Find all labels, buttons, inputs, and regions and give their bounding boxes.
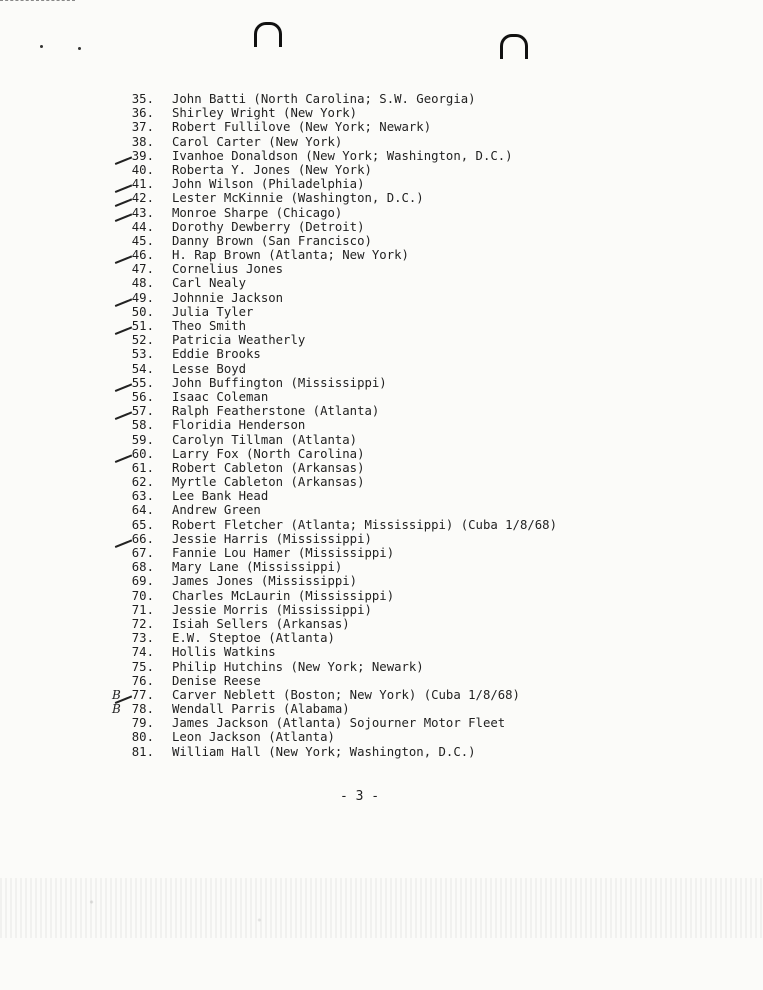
entry-name: William Hall (New York; Washington, D.C.)	[172, 744, 476, 759]
entry-number: 44.	[131, 219, 154, 234]
entry-name: E.W. Steptoe (Atlanta)	[172, 631, 335, 646]
entry-name: Lesse Boyd	[172, 361, 247, 376]
entry-number: 46.	[131, 248, 154, 263]
entry-name: Hollis Watkins	[172, 645, 276, 660]
entry-name: Eddie Brooks	[172, 347, 261, 362]
entry-number: 52.	[131, 333, 154, 348]
entry-number: 45.	[131, 233, 154, 248]
entry-name: Carol Carter (New York)	[172, 134, 343, 149]
entry-name: Ivanhoe Donaldson (New York; Washington, D.C.)	[172, 148, 513, 163]
scan-speck	[78, 47, 81, 50]
entry-number: 39.	[131, 148, 154, 163]
entry-name: Carolyn Tillman (Atlanta)	[172, 432, 358, 447]
entry-name: Charles McLaurin (Mississippi)	[172, 588, 395, 603]
entry-number: 56.	[131, 389, 154, 404]
entry-name: Philip Hutchins (New York; Newark)	[172, 659, 424, 674]
scan-noise-band	[0, 878, 763, 938]
entry-name: Shirley Wright (New York)	[172, 106, 358, 121]
entry-number: 74.	[131, 645, 154, 660]
entry-number: 81.	[131, 744, 154, 759]
margin-note: B	[112, 687, 121, 702]
entry-number: 68.	[131, 560, 154, 575]
entry-name: Leon Jackson (Atlanta)	[172, 730, 335, 745]
entry-number: 35.	[131, 92, 154, 106]
entry-name: Lester McKinnie (Washington, D.C.)	[172, 191, 424, 206]
entry-number: 79.	[131, 716, 154, 731]
entry-name: Julia Tyler	[172, 304, 254, 319]
entry-name: Jessie Harris (Mississippi)	[172, 531, 372, 546]
entry-number: 42.	[131, 191, 154, 206]
entry-name: Patricia Weatherly	[172, 333, 306, 348]
entry-name: Carl Nealy	[172, 276, 247, 291]
entry-number: 72.	[131, 616, 154, 631]
entry-name: Lee Bank Head	[172, 489, 269, 504]
entry-name: Ralph Featherstone (Atlanta)	[172, 404, 380, 419]
entry-number: 67.	[131, 546, 154, 560]
entry-number: 41.	[131, 177, 154, 192]
entry-number: 64.	[131, 503, 154, 518]
entry-number: 65.	[131, 517, 154, 532]
entry-number: 80.	[131, 730, 154, 745]
scan-speck	[40, 45, 43, 48]
entry-number: 69.	[131, 574, 154, 589]
entry-name: Carver Neblett (Boston; New York) (Cuba 1/8/68)	[172, 687, 520, 702]
entry-name: James Jackson (Atlanta) Sojourner Motor Fleet	[172, 716, 506, 731]
entry-number: 61.	[131, 460, 154, 475]
entry-name: Roberta Y. Jones (New York)	[172, 162, 372, 177]
entry-number: 47.	[131, 262, 154, 277]
entry-number: 55.	[131, 375, 154, 390]
entry-number: 58.	[131, 418, 154, 433]
binder-hole-mark-right	[500, 34, 528, 59]
page-number: - 3 -	[340, 789, 380, 804]
entry-name: Mary Lane (Mississippi)	[172, 560, 343, 575]
entry-name: Johnnie Jackson	[172, 290, 284, 305]
entry-name: James Jones (Mississippi)	[172, 574, 358, 589]
entry-number: 37.	[131, 120, 154, 135]
entry-name: Isiah Sellers (Arkansas)	[172, 616, 350, 631]
entry-number: 62.	[131, 475, 154, 490]
entry-number: 57.	[131, 404, 154, 419]
entry-number: 50.	[131, 304, 154, 319]
entry-name: Jessie Morris (Mississippi)	[172, 602, 372, 617]
entry-name: John Buffington (Mississippi)	[172, 375, 387, 390]
entry-number: 38.	[131, 134, 154, 149]
entry-name: Theo Smith	[172, 319, 247, 333]
margin-note: B	[112, 702, 121, 717]
entry-number: 60.	[131, 446, 154, 461]
entry-name: H. Rap Brown (Atlanta; New York)	[172, 248, 409, 263]
entry-number: 73.	[131, 631, 154, 646]
entry-name: Robert Fullilove (New York; Newark)	[172, 120, 432, 135]
binder-hole-mark-left	[254, 22, 282, 47]
entry-name: Myrtle Cableton (Arkansas)	[172, 475, 365, 490]
entry-number: 75.	[131, 659, 154, 674]
entry-number: 48.	[131, 276, 154, 291]
entry-name: Fannie Lou Hamer (Mississippi)	[172, 546, 395, 560]
entry-name: Larry Fox (North Carolina)	[172, 446, 365, 461]
entry-number: 78.	[131, 702, 154, 717]
entry-number: 36.	[131, 106, 154, 121]
entry-name: Robert Fletcher (Atlanta; Mississippi) (Cuba 1/8/68)	[172, 517, 557, 532]
entry-number: 40.	[131, 162, 154, 177]
entry-number: 51.	[131, 319, 154, 333]
entry-name: John Wilson (Philadelphia)	[172, 177, 365, 192]
entry-number: 63.	[131, 489, 154, 504]
entry-name: Cornelius Jones	[172, 262, 284, 277]
scan-edge-line	[0, 0, 75, 1]
entry-number: 71.	[131, 602, 154, 617]
entry-name: Danny Brown (San Francisco)	[172, 233, 372, 248]
entry-number: 53.	[131, 347, 154, 362]
entry-name: Denise Reese	[172, 673, 261, 688]
entry-number: 59.	[131, 432, 154, 447]
entry-number: 76.	[131, 673, 154, 688]
entry-name: Dorothy Dewberry (Detroit)	[172, 219, 365, 234]
entry-number: 54.	[131, 361, 154, 376]
entry-name: Robert Cableton (Arkansas)	[172, 460, 365, 475]
entry-name: Monroe Sharpe (Chicago)	[172, 205, 343, 220]
entry-number: 49.	[131, 290, 154, 305]
entry-name: Wendall Parris (Alabama)	[172, 702, 350, 717]
entry-number: 70.	[131, 588, 154, 603]
entry-name: Floridia Henderson	[172, 418, 306, 433]
entry-number: 43.	[131, 205, 154, 220]
entry-name: Andrew Green	[172, 503, 261, 518]
entry-number: 66.	[131, 531, 154, 546]
entry-number: 77.	[131, 687, 154, 702]
entry-name: Isaac Coleman	[172, 389, 269, 404]
entry-name: John Batti (North Carolina; S.W. Georgia)	[172, 92, 476, 106]
